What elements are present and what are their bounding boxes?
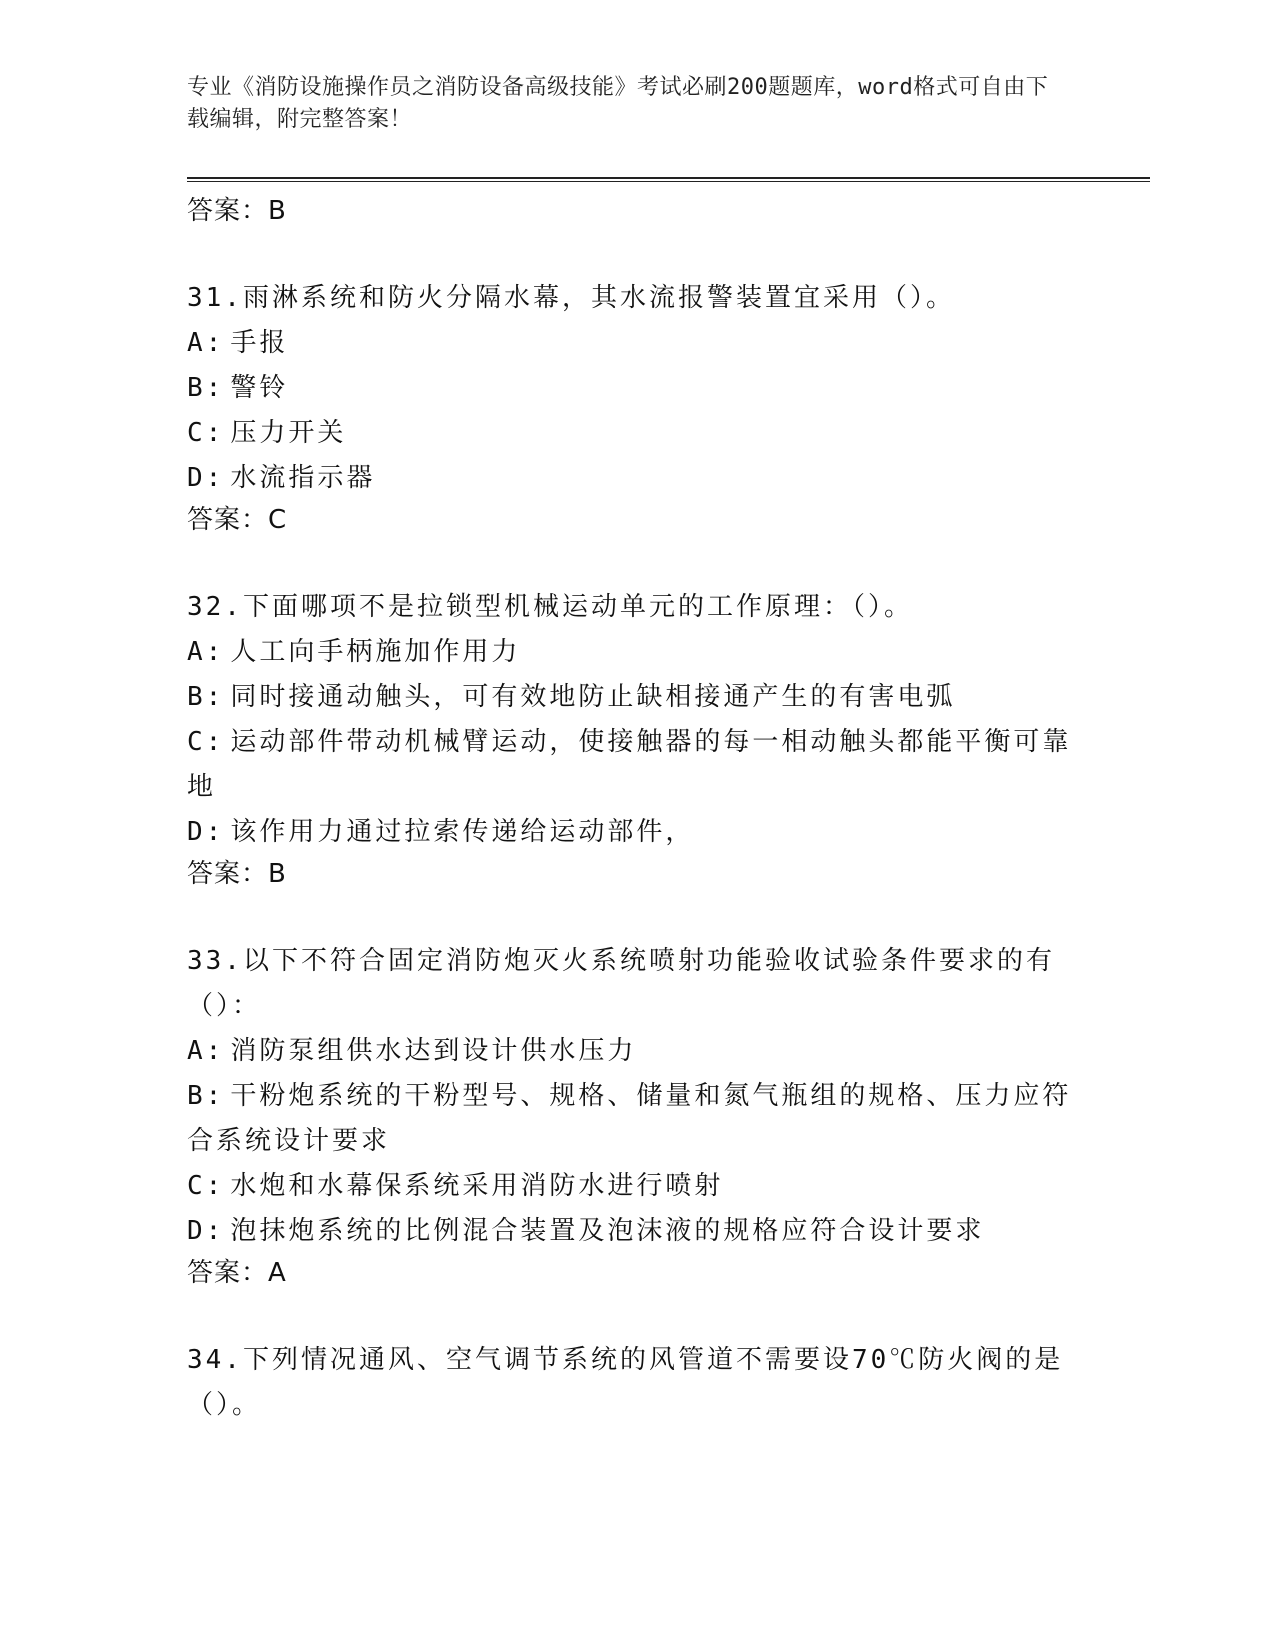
header-divider <box>187 177 1150 182</box>
option-b: B: 同时接通动触头，可有效地防止缺相接通产生的有害电弧 <box>187 682 956 712</box>
question-33 <box>187 939 1087 1292</box>
option-d: D: 水流指示器 <box>187 463 376 493</box>
option-a: A: 人工向手柄施加作用力 <box>187 637 521 667</box>
question-34 <box>187 1338 1087 1428</box>
question-32 <box>187 585 1087 893</box>
option-c: C: 运动部件带动机械臂运动，使接触器的每一相动触头都能平衡可靠地 <box>187 727 1072 802</box>
question-31 <box>187 276 1087 539</box>
question-stem: 33.以下不符合固定消防炮灭火系统喷射功能验收试验条件要求的有（）： <box>187 946 1055 1021</box>
header-text: 专业《消防设施操作员之消防设备高级技能》考试必刷200题题库，word格式可自由下载编辑，附完整答案！ <box>187 75 1049 132</box>
document-body <box>187 192 1087 1428</box>
answer-previous: 答案：B <box>187 196 287 226</box>
option-d: D: 该作用力通过拉索传递给运动部件， <box>187 817 695 847</box>
option-c: C: 水炮和水幕保系统采用消防水进行喷射 <box>187 1171 724 1201</box>
option-b: B: 干粉炮系统的干粉型号、规格、储量和氮气瓶组的规格、压力应符合系统设计要求 <box>187 1081 1072 1156</box>
option-a: A: 消防泵组供水达到设计供水压力 <box>187 1036 637 1066</box>
option-d: D: 泡抹炮系统的比例混合装置及泡沫液的规格应符合设计要求 <box>187 1216 985 1246</box>
answer: 答案：B <box>187 859 287 889</box>
page-header <box>187 72 1067 136</box>
answer: 答案：A <box>187 1258 287 1288</box>
question-stem: 32.下面哪项不是拉锁型机械运动单元的工作原理：（）。 <box>187 592 913 622</box>
option-c: C: 压力开关 <box>187 418 347 448</box>
option-b: B: 警铃 <box>187 373 289 403</box>
option-a: A: 手报 <box>187 328 289 358</box>
question-stem: 34.下列情况通风、空气调节系统的风管道不需要设70℃防火阀的是（）。 <box>187 1345 1064 1420</box>
question-stem: 31.雨淋系统和防火分隔水幕，其水流报警装置宜采用（）。 <box>187 283 955 313</box>
answer: 答案：C <box>187 505 288 535</box>
